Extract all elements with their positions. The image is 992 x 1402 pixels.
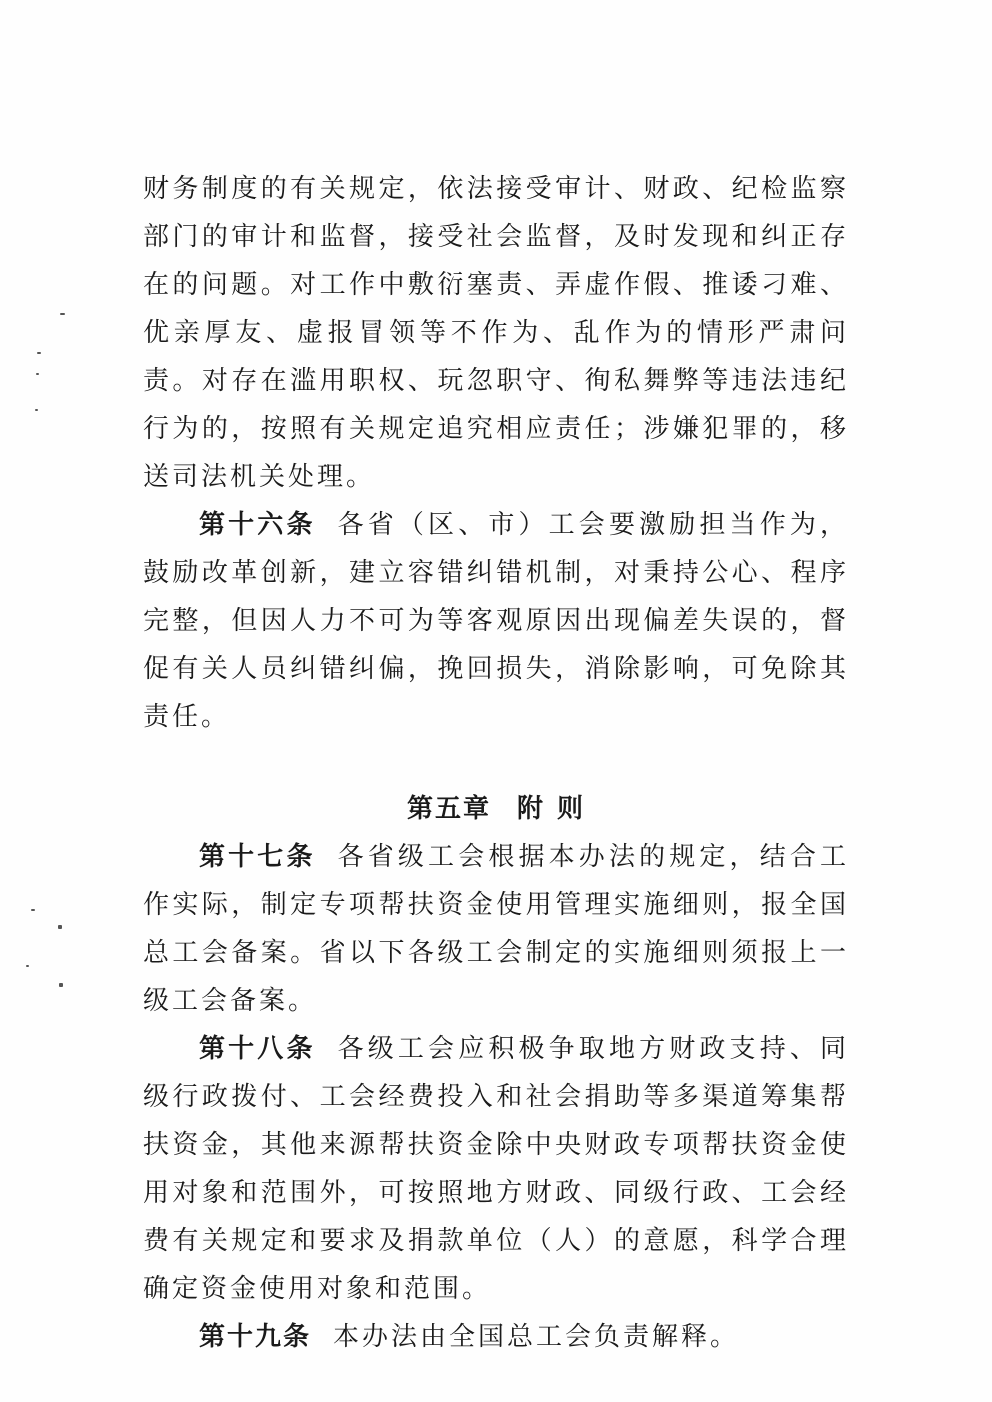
article-16 [143, 501, 849, 741]
article-17 [143, 833, 849, 1025]
scan-mark [36, 373, 39, 375]
scan-mark [31, 909, 35, 911]
scan-mark [26, 965, 29, 967]
chapter-number: 第五章 [406, 794, 491, 824]
paragraph-continuation: 财务制度的有关规定，依法接受审计、财政、纪检监察部门的审计和监督，接受社会监督，及时发现和纠正存在的问题。对工作中敷衍塞责、弄虚作假、推诿刁难、优亲厚友、虚报冒领等不作为、乱作为的情形严肃问责。对存在滥用职权、玩忽职守、徇私舞弊等违法违纪行为的，按照有关规定追究相应责任；涉嫌犯罪的，移送司法机关处理。 [143, 174, 849, 492]
article-number: 第十六条 [199, 510, 316, 540]
chapter-title-part: 则 [557, 794, 586, 824]
chapter-heading [143, 785, 849, 833]
article-19 [143, 1313, 849, 1361]
document-body [143, 165, 849, 1361]
chapter-title-part: 附 [516, 794, 545, 824]
scan-mark [58, 925, 62, 929]
article-18 [143, 1025, 849, 1313]
article-number: 第十八条 [199, 1034, 316, 1064]
scan-mark [37, 352, 41, 354]
article-text: 本办法由全国总工会负责解释。 [333, 1322, 740, 1352]
article-text: 各省（区、市）工会要激励担当作为，鼓励改革创新，建立容错纠错机制，对秉持公心、程序完整，但因人力不可为等客观原因出现偏差失误的，督促有关人员纠错纠偏，挽回损失，消除影响，可免除其责任。 [143, 510, 849, 732]
scan-mark [35, 409, 38, 411]
article-text: 各级工会应积极争取地方财政支持、同级行政拨付、工会经费投入和社会捐助等多渠道筹集帮扶资金，其他来源帮扶资金除中央财政专项帮扶资金使用对象和范围外，可按照地方财政、同级行政、工会经费有关规定和要求及捐款单位（人）的意愿，科学合理确定资金使用对象和范围。 [143, 1034, 849, 1304]
scan-mark [60, 313, 65, 315]
article-text: 各省级工会根据本办法的规定，结合工作实际，制定专项帮扶资金使用管理实施细则，报全国总工会备案。省以下各级工会制定的实施细则须报上一级工会备案。 [143, 842, 849, 1016]
scan-mark [59, 983, 63, 987]
article-number: 第十七条 [199, 842, 316, 872]
article-number: 第十九条 [199, 1322, 312, 1352]
